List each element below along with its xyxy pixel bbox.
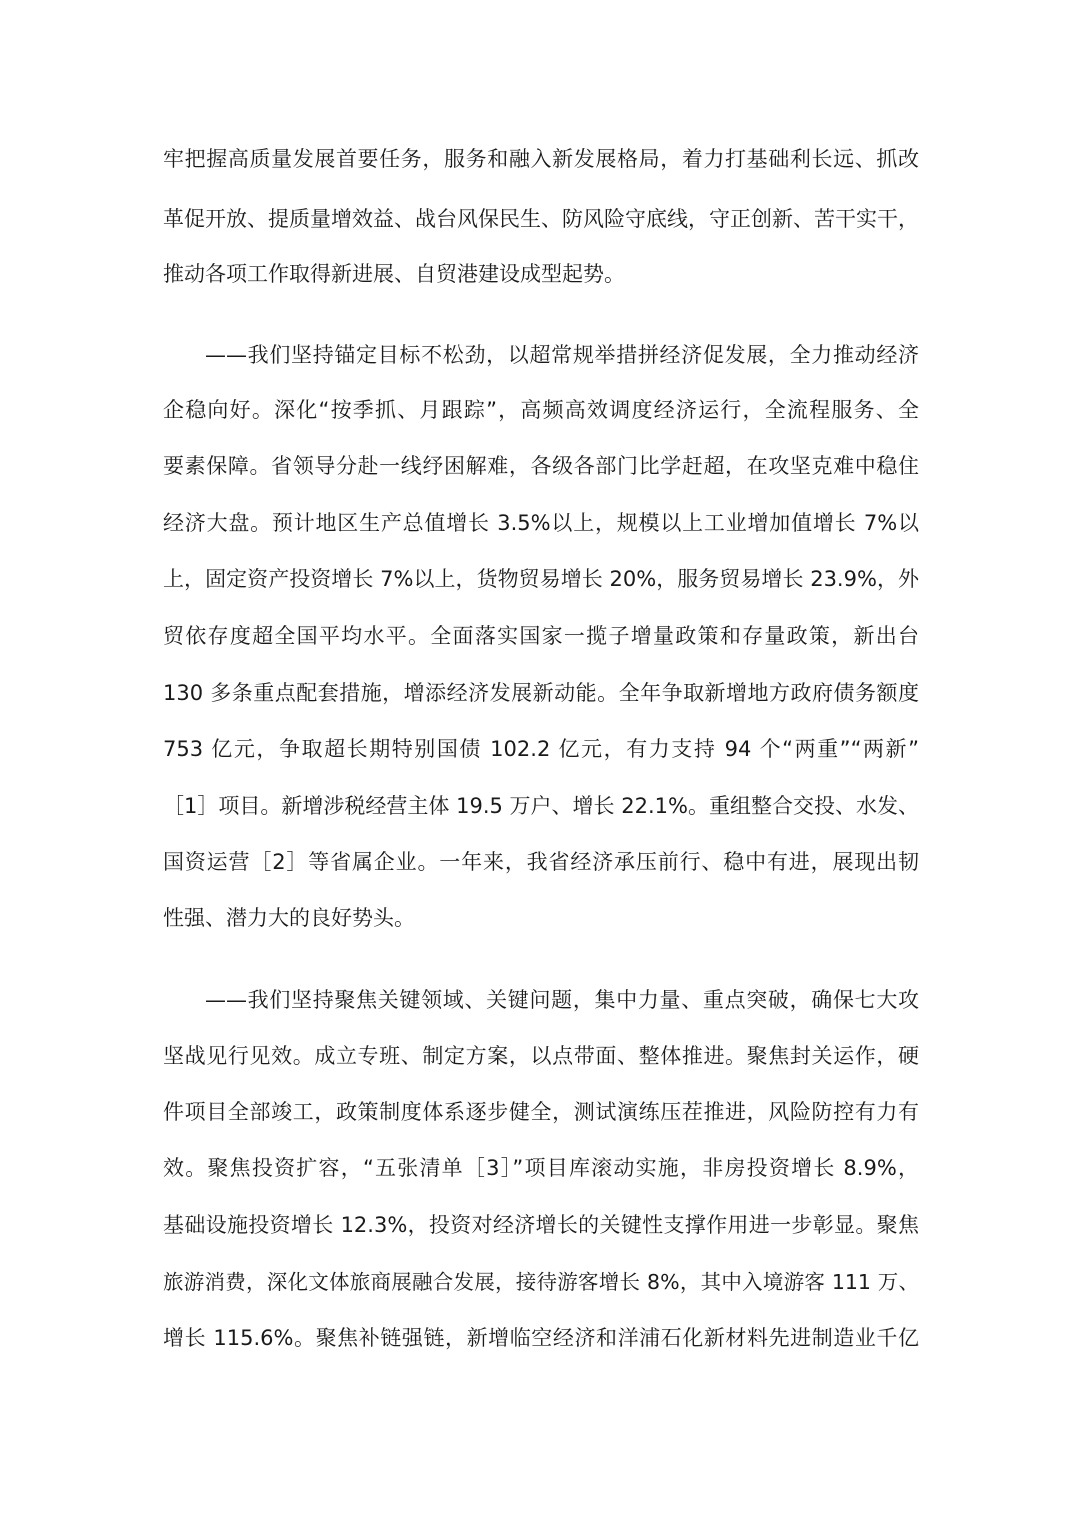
text-line: 753 亿元，争取超长期特别国债 102.2 亿元，有力支持 94 个“两重”“两新” bbox=[163, 737, 919, 761]
text-line: 推动各项工作取得新进展、自贸港建设成型起势。 bbox=[163, 262, 625, 286]
text-line: 上，固定资产投资增长 7%以上，货物贸易增长 20%，服务贸易增长 23.9%，外 bbox=[163, 567, 919, 591]
text-line: 国资运营［2］等省属企业。一年来，我省经济承压前行、稳中有进，展现出韧 bbox=[163, 850, 919, 874]
text-line: 效。聚焦投资扩容，“五张清单［3］”项目库滚动实施，非房投资增长 8.9%， bbox=[163, 1156, 919, 1180]
text-line: 贸依存度超全国平均水平。全面落实国家一揽子增量政策和存量政策，新出台 bbox=[163, 624, 919, 648]
text-line: 革促开放、提质量增效益、战台风保民生、防风险守底线，守正创新、苦干实干， bbox=[163, 207, 919, 231]
text-line: 要素保障。省领导分赴一线纾困解难，各级各部门比学赶超，在攻坚克难中稳住 bbox=[163, 454, 919, 478]
text-line: ［1］项目。新增涉税经营主体 19.5 万户、增长 22.1%。重组整合交投、水发、 bbox=[163, 794, 919, 818]
text-line: 企稳向好。深化“按季抓、月跟踪”，高频高效调度经济运行，全流程服务、全 bbox=[163, 398, 919, 422]
text-line: 130 多条重点配套措施，增添经济发展新动能。全年争取新增地方政府债务额度 bbox=[163, 681, 919, 705]
text-line: 坚战见行见效。成立专班、制定方案，以点带面、整体推进。聚焦封关运作，硬 bbox=[163, 1044, 919, 1068]
text-line: 性强、潜力大的良好势头。 bbox=[163, 906, 415, 930]
text-line: 基础设施投资增长 12.3%，投资对经济增长的关键性支撑作用进一步彰显。聚焦 bbox=[163, 1213, 919, 1237]
text-line: 增长 115.6%。聚焦补链强链，新增临空经济和洋浦石化新材料先进制造业千亿 bbox=[163, 1326, 919, 1350]
text-line: ——我们坚持锚定目标不松劲，以超常规举措拼经济促发展，全力推动经济 bbox=[205, 343, 919, 367]
text-line: 牢把握高质量发展首要任务，服务和融入新发展格局，着力打基础利长远、抓改 bbox=[163, 147, 919, 171]
text-line: ——我们坚持聚焦关键领域、关键问题，集中力量、重点突破，确保七大攻 bbox=[205, 988, 919, 1012]
text-line: 经济大盘。预计地区生产总值增长 3.5%以上，规模以上工业增加值增长 7%以 bbox=[163, 511, 919, 535]
text-line: 件项目全部竣工，政策制度体系逐步健全，测试演练压茬推进，风险防控有力有 bbox=[163, 1100, 919, 1124]
text-line: 旅游消费，深化文体旅商展融合发展，接待游客增长 8%，其中入境游客 111 万、 bbox=[163, 1270, 919, 1294]
